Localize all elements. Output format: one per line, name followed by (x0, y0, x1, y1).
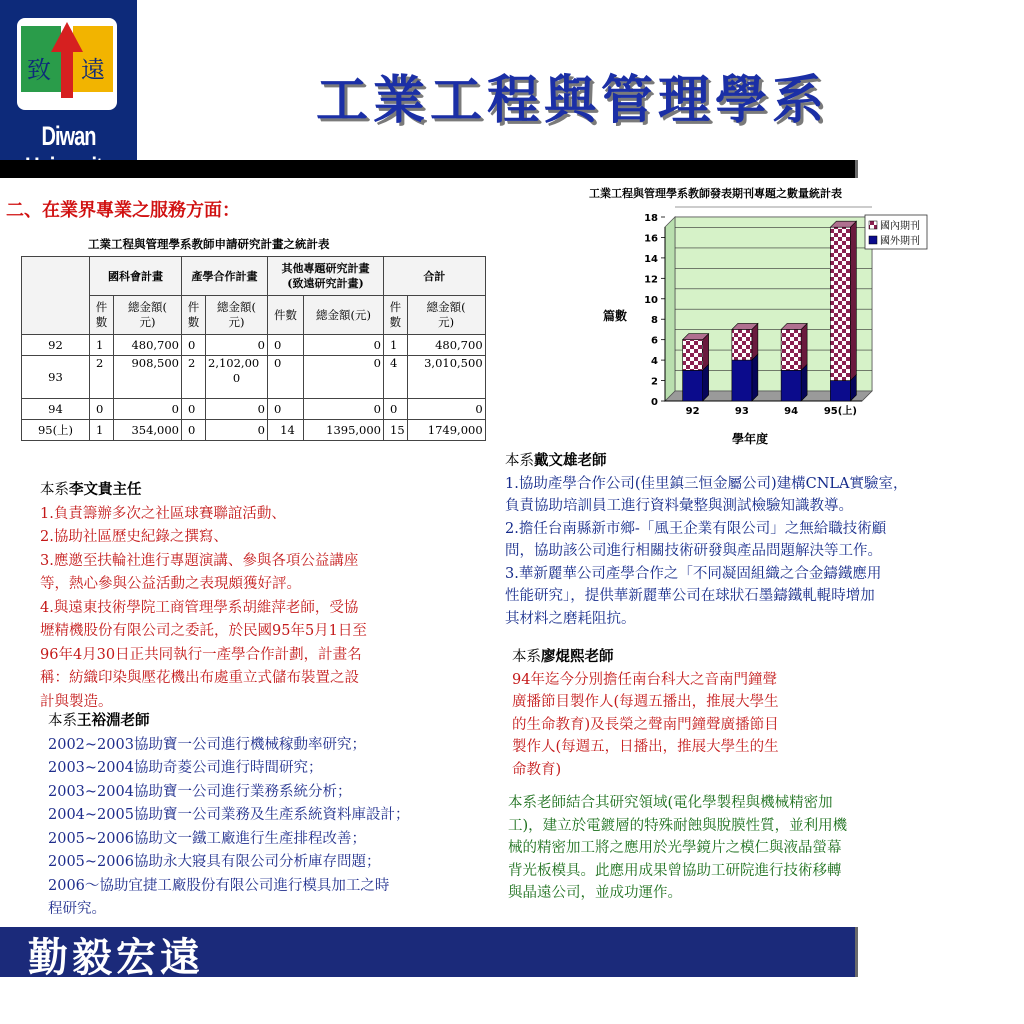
table-sub-header (114, 296, 182, 335)
service-line: 性能研究」，提供華新麗華公司在球狀石墨鑄鐵軋輥時增加 (505, 588, 875, 604)
service-line: 2004~2005協助寶一公司業務及生產系統資料庫設計； (48, 807, 410, 823)
y-tick-label: 6 (651, 335, 658, 347)
wang-service-block (48, 709, 500, 922)
table-cell: 4 (384, 356, 408, 399)
service-line: 96年4月30日正共同執行一產學合作計劃，計畫名 (40, 646, 362, 663)
table-cell: 0 (182, 420, 206, 441)
bar-side (850, 221, 856, 380)
table-row (22, 335, 486, 356)
service-line: 程研究。 (48, 901, 106, 917)
bar-segment (781, 329, 801, 370)
service-line: 命教育) (512, 761, 562, 778)
table-cell: 0 (304, 399, 384, 420)
y-tick-label: 10 (644, 294, 658, 306)
sub-header-part: 件 (95, 300, 108, 314)
sub-header-part: 數 (389, 315, 402, 329)
sub-header-part: 總金額( (217, 300, 256, 314)
research-line: 與晶遠公司，並成功運作。 (508, 885, 682, 901)
table-title: 工業工程與管理學系教師申請研究計畫之統計表 (88, 237, 330, 251)
emblem-icon (17, 18, 117, 110)
group-line: 其他專題研究計畫 (281, 262, 370, 275)
liao-heading (512, 646, 872, 669)
table-sub-header (268, 296, 304, 335)
x-tick-label: 94 (784, 406, 799, 417)
sub-header-part: 元) (139, 315, 156, 329)
table-header-row (22, 257, 486, 296)
year-cell: 94 (22, 399, 90, 420)
service-line: 2005~2006協助永大寢具有限公司分析庫存問題； (48, 854, 381, 870)
service-line: 2003~2004協助寶一公司進行業務系統分析； (48, 783, 352, 800)
table-cell: 3,010,500 (407, 356, 485, 399)
bar-side (801, 323, 807, 370)
table-row (22, 356, 486, 399)
service-line: 2005~2006協助文一鐵工廠進行生產排程改善； (48, 830, 366, 847)
x-tick-label: 95(上) (823, 406, 857, 417)
service-line: 2003~2004協助奇菱公司進行時間研究； (48, 760, 323, 776)
year-cell: 95(上) (22, 420, 90, 441)
service-line: 2.協助社區歷史紀錄之撰寫、 (40, 529, 228, 545)
teacher-name: 戴文雄老師 (534, 452, 607, 469)
research-line: 工)，建立於電鍍層的特殊耐蝕與脫膜性質，並利用機 (508, 817, 848, 834)
table-cell: 1 (384, 335, 408, 356)
dept-prefix: 本系 (48, 713, 77, 729)
table-cell: 15 (384, 420, 408, 441)
service-line: 1.負責籌辦多次之社區球賽聯誼活動、 (40, 505, 286, 522)
teacher-name: 廖焜熙老師 (541, 648, 614, 665)
y-tick-label: 12 (644, 274, 658, 286)
plot-side-wall (665, 217, 675, 401)
table-cell: 14 (268, 420, 304, 441)
bar-segment (683, 370, 703, 401)
table-sub-header (206, 296, 268, 335)
service-line: 稱：紡織印染與壓花機出布處重立式儲布裝置之設 (40, 670, 359, 686)
table-cell: 0 (206, 399, 268, 420)
service-line: 問，協助該公司進行相關技術研發與產品問題解決等工作。 (505, 543, 882, 559)
research-plan-table (21, 256, 486, 441)
table-cell: 480,700 (407, 335, 485, 356)
section-heading: 二、在業界專業之服務方面： (6, 200, 240, 221)
bar-segment (830, 381, 850, 401)
y-tick-label: 14 (644, 253, 658, 265)
table-cell: 0 (206, 420, 268, 441)
university-logo (0, 0, 137, 175)
table-cell: 0 (304, 356, 384, 399)
sub-header-part: 件 (389, 300, 402, 314)
service-line: 負責協助培訓員工進行資料彙整與測試檢驗知識教導。 (505, 498, 853, 514)
table-cell: 1749,000 (407, 420, 485, 441)
y-axis-label: 篇數 (603, 309, 628, 323)
table-cell: 908,500 (114, 356, 182, 399)
table-cell (206, 356, 268, 399)
slogan: 勤毅宏遠 (28, 935, 204, 981)
lee-service-block (40, 478, 465, 714)
service-line: 壢精機股份有限公司之委託，於民國95年5月1日至 (40, 623, 367, 639)
research-line: 本系老師結合其研究領域(電化學製程與機械精密加 (508, 795, 833, 811)
sub-header-part: 數 (95, 315, 108, 329)
service-line: 3.應邀至扶輪社進行專題演講、參與各項公益講座 (40, 552, 359, 569)
research-application-block (508, 792, 968, 905)
liao-service-block (512, 646, 872, 781)
year-cell: 93 (22, 356, 90, 399)
table-cell: 0 (206, 335, 268, 356)
service-line: 3.華新麗華公司產學合作之「不同凝固組織之合金鑄鐵應用 (505, 565, 882, 582)
table-cell: 2 (90, 356, 114, 399)
bar-segment (683, 340, 703, 371)
y-tick-label: 4 (651, 356, 658, 368)
table-corner-cell (22, 257, 90, 335)
sub-header-part: 總金額( (128, 300, 167, 314)
table-row (22, 420, 486, 441)
table-group-header: 產學合作計畫 (182, 257, 268, 296)
legend-label: 國外期刊 (880, 236, 920, 247)
research-line: 背光板模具。此應用成果曾協助工研院進行技術移轉 (508, 862, 842, 879)
table-cell: 0 (114, 399, 182, 420)
chart-title: 工業工程與管理學系教師發表期刊專題之數量統計表 (589, 187, 842, 200)
sub-header-part: 件 (187, 300, 200, 314)
table-sub-header (304, 296, 384, 335)
table-cell: 0 (182, 335, 206, 356)
y-tick-label: 8 (651, 315, 658, 327)
sub-header-part: 元) (228, 315, 245, 329)
service-line: 94年迄今分別擔任南台科大之音南門鐘聲 (512, 671, 777, 688)
journal-bar-chart (590, 205, 935, 450)
teacher-name: 李文貴主任 (69, 481, 142, 498)
table-sub-header (90, 296, 114, 335)
emblem-char-2: 遠 (81, 56, 105, 84)
service-line: 4.與遠東技術學院工商管理學系胡維萍老師，受協 (40, 599, 359, 616)
legend-label: 國內期刊 (880, 221, 920, 232)
dai-heading (505, 450, 1024, 473)
table-cell: 0 (304, 335, 384, 356)
bar-segment (781, 370, 801, 401)
table-cell: 0 (407, 399, 485, 420)
table-row (22, 399, 486, 420)
y-tick-label: 0 (651, 397, 658, 408)
sub-header-part: 元) (438, 315, 455, 329)
y-tick-label: 16 (644, 233, 658, 245)
table-sub-header (182, 296, 206, 335)
table-group-header: 國科會計畫 (90, 257, 182, 296)
table-group-header: 合計 (384, 257, 486, 296)
table-cell: 0 (268, 335, 304, 356)
table-cell: 2 (182, 356, 206, 399)
dai-service-block (505, 450, 1024, 630)
table-subheader-row (22, 296, 486, 335)
table-cell: 0 (90, 399, 114, 420)
sub-header-part: 總金額( (426, 300, 466, 314)
lee-heading (40, 478, 465, 503)
table-cell: 1 (90, 335, 114, 356)
table-cell: 0 (268, 399, 304, 420)
table-body (22, 335, 486, 441)
table-cell: 1395,000 (304, 420, 384, 441)
dept-prefix: 本系 (512, 649, 541, 665)
table-sub-header (384, 296, 408, 335)
sub-header-part: 總金額(元) (316, 307, 371, 322)
x-axis-label: 學年度 (731, 432, 769, 446)
wang-heading (48, 709, 500, 734)
bar-segment (830, 227, 850, 380)
emblem-char-1: 致 (27, 56, 51, 84)
x-tick-label: 92 (685, 406, 700, 417)
service-line: 2.擔任台南縣新市鄉-「風王企業有限公司」之無給職技術顧 (505, 520, 887, 537)
y-tick-label: 18 (644, 213, 658, 224)
service-line: 的生命教育)及長榮之聲南門鐘聲廣播節目 (512, 716, 779, 733)
header-divider-shadow (855, 160, 858, 178)
group-line: (致遠研究計畫) (287, 277, 364, 290)
research-line: 械的精密加工將之應用於光學鏡片之模仁與液晶螢幕 (508, 840, 842, 856)
y-tick-label: 2 (651, 376, 658, 388)
dept-prefix: 本系 (505, 453, 534, 469)
bar-segment (732, 329, 752, 360)
service-line: 其材料之磨耗阻抗。 (505, 610, 636, 627)
header-divider (0, 160, 855, 178)
table-cell: 0 (384, 399, 408, 420)
table-cell: 480,700 (114, 335, 182, 356)
teacher-name: 王裕淵老師 (77, 712, 150, 729)
service-line: 2006～協助宜捷工廠股份有限公司進行模具加工之時 (48, 877, 390, 894)
table-sub-header (407, 296, 485, 335)
service-line: 1.協助產學合作公司(佳里鎮三恒金屬公司)建構CNLA實驗室， (505, 475, 908, 492)
footer-band-shadow (855, 927, 858, 977)
sub-header-part: 數 (187, 315, 200, 329)
bar-side (752, 354, 758, 401)
sub-header-part: 件數 (274, 307, 297, 322)
cell-part: 0 (232, 371, 241, 385)
table-cell: 354,000 (114, 420, 182, 441)
service-line: 製作人(每週五，日播出，推展大學生的生 (512, 739, 779, 755)
service-line: 2002~2003協助寶一公司進行機械稼動率研究； (48, 736, 366, 753)
service-line: 計與製造。 (40, 693, 113, 710)
university-name: Diwan (41, 122, 96, 152)
page-title: 工業工程與管理學系 (316, 71, 830, 131)
legend-swatch (869, 221, 877, 229)
dept-prefix: 本系 (40, 482, 69, 498)
table-group-header (268, 257, 384, 296)
x-tick-label: 93 (734, 406, 749, 417)
service-line: 廣播節目製作人(每週五播出，推展大學生 (512, 694, 779, 710)
table-cell: 0 (182, 399, 206, 420)
table-cell: 0 (268, 356, 304, 399)
legend-swatch (869, 236, 877, 244)
bar-segment (732, 360, 752, 401)
year-cell: 92 (22, 335, 90, 356)
table-cell: 1 (90, 420, 114, 441)
cell-part: 2,102,00 (208, 356, 260, 370)
service-line: 等，熱心參與公益活動之表現頗獲好評。 (40, 576, 301, 592)
